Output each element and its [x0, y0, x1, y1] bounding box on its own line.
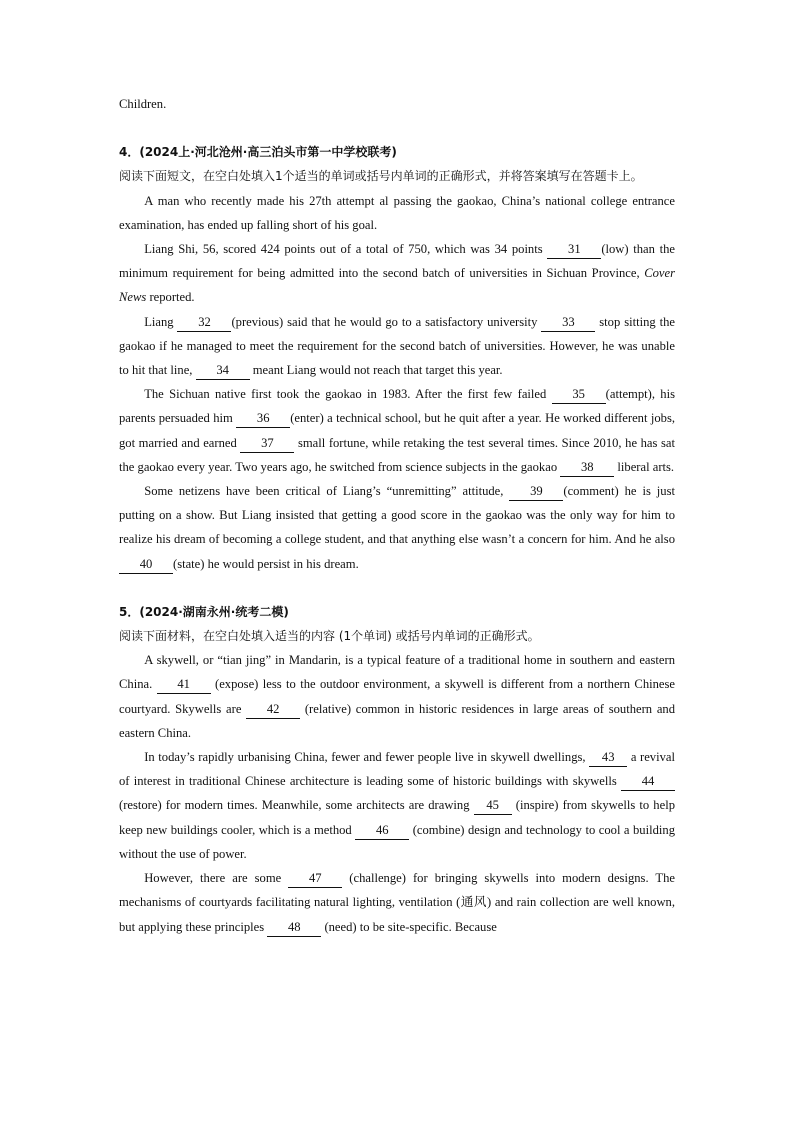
q5-p3-text-c: (need) to be site-specific. Because — [321, 919, 497, 934]
question-4-instruction: 阅读下面短文，在空白处填入1个适当的单词或括号内单词的正确形式，并将答案填写在答题卡上。 — [119, 169, 643, 184]
q4-paragraph-2 — [119, 237, 675, 310]
question-4-heading: 4．(2024上·河北沧州·高三泊头市第一中学校联考) — [119, 145, 397, 160]
q4-p5-text-c: (state) he would persist in his dream. — [173, 556, 359, 571]
q4-p3-text-c: stop sitting the gaokao if he managed to meet the requirement for the second batch of universities. However, he was unable to hit that line, — [119, 314, 675, 378]
blank-42[interactable]: 42 — [246, 700, 300, 719]
blank-41[interactable]: 41 — [157, 675, 211, 694]
q4-p1-text: A man who recently made his 27th attempt al passing the gaokao, China’s national college entrance examination, has ended up falling short of his goal. — [119, 193, 675, 232]
blank-34[interactable]: 34 — [196, 361, 250, 380]
q5-paragraph-2 — [119, 745, 675, 866]
q4-p4-text-a: The Sichuan native first took the gaokao in 1983. After the first few failed — [144, 387, 552, 402]
question-5-heading: 5．(2024·湖南永州·统考二模) — [119, 604, 289, 619]
blank-44[interactable]: 44 — [621, 772, 675, 791]
blank-46[interactable]: 46 — [355, 821, 409, 840]
blank-31[interactable]: 31 — [547, 240, 601, 259]
blank-47[interactable]: 47 — [288, 869, 342, 888]
blank-48[interactable]: 48 — [267, 918, 321, 937]
blank-45[interactable]: 45 — [474, 796, 512, 815]
q5-p2-text-d: (inspire) from skywells to help keep new buildings cooler, which is a method — [119, 798, 675, 837]
q4-paragraph-3 — [119, 310, 675, 383]
q4-p2-text-a: Liang Shi, 56, scored 424 points out of a total of 750, which was 34 points — [144, 242, 548, 257]
blank-43[interactable]: 43 — [589, 748, 627, 767]
q4-p3-text-d: meant Liang would not reach that target this year. — [249, 363, 503, 378]
q5-p2-text-e: (combine) design and technology to cool a building without the use of power. — [119, 822, 675, 861]
blank-35[interactable]: 35 — [552, 385, 606, 404]
q4-p2-text-d: reported. — [146, 290, 195, 305]
q5-paragraph-1 — [119, 648, 675, 745]
q4-p2-source: Cover News — [119, 266, 675, 305]
q5-p3-text-b: (challenge) for bringing skywells into modern designs. The mechanisms of courtyards facilitating natural lighting, ventilation (通风) and rain collection are well known, but applying these principles — [119, 871, 675, 934]
carryover-text: Children. — [119, 97, 167, 111]
blank-32[interactable]: 32 — [177, 313, 231, 332]
q4-p4-text-d: small fortune, while retaking the test several times. Since 2010, he has sat the gaokao every year. Two years ago, he switched from science subjects in the gaokao — [119, 435, 675, 474]
q4-paragraph-5 — [119, 479, 675, 576]
blank-38[interactable]: 38 — [560, 458, 614, 477]
q5-p2-text-c: (restore) for modern times. Meanwhile, some architects are drawing — [119, 798, 474, 813]
q5-p1-text-c: (relative) common in historic residences in large areas of southern and eastern China. — [119, 701, 676, 740]
blank-40[interactable]: 40 — [119, 555, 173, 574]
blank-39[interactable]: 39 — [509, 482, 563, 501]
q5-p1-text-a: A skywell, or “tian jing” in Mandarin, is a typical feature of a traditional home in southern and eastern China. — [119, 653, 675, 692]
q4-p4-text-e: liberal arts. — [614, 459, 675, 474]
q4-p5-text-a: Some netizens have been critical of Liang’s “unremitting” attitude, — [144, 484, 510, 499]
q4-p5-text-b: (comment) he is just putting on a show. But Liang insisted that getting a good score in the gaokao was the only way for him to realize his dream of becoming a college student, and that anything else wasn’t a concern for him. And he also — [119, 484, 675, 547]
q5-p1-text-b: (expose) less to the outdoor environment, a skywell is different from a northern Chinese courtyard. Skywells are — [119, 677, 675, 716]
question-5-instruction: 阅读下面材料，在空白处填入适当的内容 (1个单词) 或括号内单词的正确形式。 — [119, 629, 540, 644]
q5-p3-text-a: However, there are some — [144, 871, 289, 886]
q4-p4-text-b: (attempt), his parents persuaded him — [119, 387, 676, 426]
q4-paragraph-1 — [119, 189, 675, 237]
q5-p2-text-a: In today’s rapidly urbanising China, fewer and fewer people live in skywell dwellings, — [144, 750, 590, 765]
q4-p3-text-b: (previous) said that he would go to a satisfactory university — [231, 314, 542, 329]
q4-p3-text-a: Liang — [144, 314, 178, 329]
q4-paragraph-4 — [119, 382, 675, 479]
q4-p2-text-b: (low) than the minimum requirement for being admitted into the second batch of universities in Sichuan Province, — [119, 242, 675, 281]
q5-p2-text-b: a revival of interest in traditional Chinese architecture is leading some of historic buildings with skywells — [119, 750, 675, 789]
document-content — [119, 92, 675, 939]
blank-37[interactable]: 37 — [240, 434, 294, 453]
blank-33[interactable]: 33 — [541, 313, 595, 332]
blank-36[interactable]: 36 — [236, 409, 290, 428]
q4-p4-text-c: (enter) a technical school, but he quit after a year. He worked different jobs, got married and earned — [119, 411, 676, 450]
q5-paragraph-3 — [119, 866, 675, 939]
